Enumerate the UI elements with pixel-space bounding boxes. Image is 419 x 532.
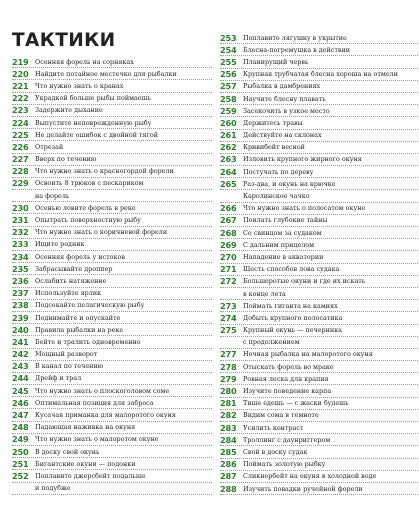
entry-title: Усилить контраст: [243, 423, 304, 432]
entry-title: Действуйте на склонах: [243, 131, 322, 140]
entry-number: 257: [220, 81, 237, 92]
entry-title: Вверх по течению: [35, 155, 97, 164]
entry-number: 246: [12, 397, 29, 408]
entry-title: Свой в доску судак: [243, 447, 308, 456]
toc-entry[interactable]: [220, 349, 418, 361]
entry-number: 244: [12, 373, 29, 384]
entry-number: 288: [220, 483, 237, 494]
toc-entry[interactable]: [220, 215, 418, 227]
entry-title: на форель: [35, 191, 70, 200]
toc-entry[interactable]: [220, 325, 418, 337]
entry-title: Засекочить в узкое место: [243, 106, 330, 115]
toc-entry[interactable]: [220, 69, 418, 81]
entry-title: Ищите родник: [35, 240, 85, 249]
entry-number: 256: [220, 69, 237, 80]
toc-entry[interactable]: [220, 459, 418, 471]
toc-entry[interactable]: [12, 178, 212, 190]
toc-entry[interactable]: [12, 385, 212, 397]
toc-entry[interactable]: [220, 44, 418, 56]
toc-entry[interactable]: [12, 117, 212, 129]
entry-title: и подубже: [35, 484, 71, 493]
entry-title: Что нужно знать о кранах: [35, 81, 124, 90]
toc-left-column: [12, 56, 212, 495]
entry-number: 273: [220, 300, 237, 311]
entry-number: 242: [12, 349, 29, 360]
entry-number: 241: [12, 336, 29, 347]
entry-number: 266: [220, 203, 237, 214]
entry-number: 250: [12, 446, 29, 457]
toc-entry[interactable]: [220, 398, 418, 410]
entry-title: Поплавите джерсбейт подальше: [35, 471, 146, 480]
toc-entry[interactable]: [12, 227, 212, 239]
entry-title: Мощный разворот: [35, 350, 98, 359]
toc-entry[interactable]: [220, 385, 418, 397]
entry-number: 222: [12, 93, 29, 104]
entry-title: Каролинское чачко: [243, 192, 310, 201]
toc-entry[interactable]: [12, 300, 212, 312]
entry-number: 249: [12, 434, 29, 445]
toc-entry[interactable]: [12, 483, 212, 495]
entry-number: 227: [12, 154, 29, 165]
entry-number: 221: [12, 80, 29, 91]
toc-entry[interactable]: [12, 324, 212, 336]
entry-number: 284: [220, 434, 237, 445]
entry-title: Блесна-погремушка в действии: [243, 45, 351, 54]
toc-entry[interactable]: [220, 32, 418, 44]
entry-title: Крупная трубчатая блесна хороша на отмели: [243, 70, 398, 79]
entry-title: Отыскать форель во мраке: [243, 362, 334, 371]
entry-title: Тише едешь — с жаски будешь: [243, 399, 349, 408]
entry-title: Поднимайте и опускайте: [35, 313, 121, 322]
entry-number: 258: [220, 93, 237, 104]
toc-entry[interactable]: [12, 373, 212, 385]
entry-number: 248: [12, 422, 29, 433]
entry-number: 243: [12, 361, 29, 372]
toc-right-column: [220, 32, 418, 495]
entry-number: 261: [220, 130, 237, 141]
toc-entry[interactable]: [12, 93, 212, 105]
entry-number: 247: [12, 410, 29, 421]
entry-title: Не делайте ошибок с двойной тягой: [35, 130, 159, 139]
toc-entry[interactable]: [12, 312, 212, 324]
entry-number: 234: [12, 251, 29, 262]
entry-number: 219: [12, 56, 29, 67]
entry-title: Используйте ярлик: [35, 289, 102, 298]
entry-title: В канал по течению: [35, 362, 104, 371]
entry-title: Научите блесну плавать: [243, 94, 326, 103]
entry-title: Осенью ловите форель в реке: [35, 203, 136, 212]
toc-entry[interactable]: [12, 239, 212, 251]
toc-entry[interactable]: [220, 251, 418, 263]
entry-number: 253: [220, 32, 237, 43]
toc-entry[interactable]: [12, 202, 212, 214]
entry-number: 233: [12, 239, 29, 250]
toc-entry[interactable]: [220, 276, 418, 288]
entry-title: Большеротые окуни и где их искать: [243, 277, 366, 286]
entry-number: 231: [12, 215, 29, 226]
entry-title: Задержите дыхание: [35, 106, 103, 115]
toc-entry[interactable]: [220, 434, 418, 446]
toc-entry[interactable]: [220, 446, 418, 458]
entry-number: 237: [12, 288, 29, 299]
toc-entry[interactable]: [220, 312, 418, 324]
entry-number: 228: [12, 166, 29, 177]
entry-number: 279: [220, 373, 237, 384]
entry-number: 245: [12, 385, 29, 396]
entry-title: Освоить 8 трюков с пескариком: [35, 179, 144, 188]
entry-number: 239: [12, 312, 29, 323]
entry-title: Изловить крупного жирного окуня: [243, 155, 362, 164]
entry-title: Изучите поведение карпа: [243, 387, 332, 396]
toc-entry[interactable]: [12, 263, 212, 275]
entry-number: 223: [12, 105, 29, 116]
entry-title: Выпустите неповрежденную рыбу: [35, 118, 152, 127]
entry-title: Поймать гиганта на камнях: [243, 301, 338, 310]
entry-title: Что нужно знать о плоскоголовом соме: [35, 386, 170, 395]
entry-title: В доску свой окунь: [35, 447, 100, 456]
toc-entry[interactable]: [220, 483, 418, 495]
toc-entry[interactable]: [12, 288, 212, 300]
toc-entry[interactable]: [220, 117, 418, 129]
entry-number: 278: [220, 361, 237, 372]
entry-title: Добыть крупного полосатика: [243, 313, 343, 322]
entry-number: 270: [220, 251, 237, 262]
toc-entry[interactable]: [12, 251, 212, 263]
entry-number: 220: [12, 68, 29, 79]
entry-title: Рыбалка в дамбрениях: [243, 82, 321, 91]
entry-number: 254: [220, 44, 237, 55]
entry-title: Подсекайте пелагическую рыбу: [35, 301, 145, 310]
entry-title: Что нужно знать о красногордой форели: [35, 167, 174, 176]
entry-number: 251: [12, 458, 29, 469]
toc-entry[interactable]: [12, 190, 212, 202]
entry-number: 282: [220, 410, 237, 421]
entry-title: Изучить повадки ручейной форели: [243, 484, 363, 493]
entry-number: 281: [220, 398, 237, 409]
toc-entry[interactable]: [12, 56, 212, 68]
entry-title: Ровная леска для крапия: [243, 374, 329, 383]
entry-number: 259: [220, 105, 237, 116]
entry-title: Дрейф и трал: [35, 374, 82, 383]
entry-number: 286: [220, 459, 237, 470]
entry-number: 268: [220, 227, 237, 238]
entry-title: Со свинцом за судаком: [243, 228, 322, 237]
toc-entry[interactable]: [12, 336, 212, 348]
toc-entry[interactable]: [12, 446, 212, 458]
entry-number: 267: [220, 215, 237, 226]
toc-entry[interactable]: [12, 422, 212, 434]
entry-title: Правила рыбалки на реке: [35, 325, 124, 334]
entry-number: 275: [220, 325, 237, 336]
toc-entry[interactable]: [12, 397, 212, 409]
toc-entry[interactable]: [12, 154, 212, 166]
toc-entry[interactable]: [220, 422, 418, 434]
entry-title: Держитесь травы: [243, 118, 303, 127]
toc-entry[interactable]: [12, 214, 212, 226]
toc-entry[interactable]: [220, 130, 418, 142]
toc-entry[interactable]: [220, 178, 418, 190]
entry-title: Падающая наживка на окуня: [35, 423, 136, 432]
toc-entry[interactable]: [220, 56, 418, 68]
toc-entry[interactable]: [220, 142, 418, 154]
toc-entry[interactable]: [220, 227, 418, 239]
entry-number: 265: [220, 178, 237, 189]
toc-entry[interactable]: [12, 458, 212, 470]
entry-title: Украдкой больше рыбы поймаешь: [35, 94, 152, 103]
toc-entry[interactable]: [220, 361, 418, 373]
toc-entry[interactable]: [220, 93, 418, 105]
page-title: ТАКТИКИ: [12, 30, 116, 51]
toc-entry[interactable]: [12, 68, 212, 80]
toc-entry[interactable]: [220, 81, 418, 93]
toc-entry[interactable]: [220, 154, 418, 166]
entry-number: 263: [220, 154, 237, 165]
toc-entry[interactable]: [12, 275, 212, 287]
entry-title: Что нужно знать о малоротом окуне: [35, 435, 159, 444]
entry-number: 277: [220, 349, 237, 360]
entry-number: 260: [220, 117, 237, 128]
entry-number: 229: [12, 178, 29, 189]
entry-title: Опытрать поверхностную рыбу: [35, 216, 141, 225]
entry-number: 225: [12, 129, 29, 140]
entry-title: Шесть способов лова судака: [243, 265, 340, 274]
entry-title: Планирущий червь: [243, 57, 309, 66]
entry-title: Осенняя форель на сорняках: [35, 57, 134, 66]
toc-entry[interactable]: [12, 361, 212, 373]
entry-title: Бейте и тралить одновременно: [35, 337, 141, 346]
toc-entry[interactable]: [220, 203, 418, 215]
entry-title: Забрасывайте дроппер: [35, 264, 113, 273]
entry-number: 285: [220, 446, 237, 457]
toc-entry[interactable]: [12, 80, 212, 92]
entry-number: 274: [220, 312, 237, 323]
entry-title: Поплавите лягушку в укрытие: [243, 33, 347, 42]
entry-title: в конце лета: [243, 289, 286, 298]
entry-number: 235: [12, 263, 29, 274]
entry-number: 287: [220, 471, 237, 482]
toc-entry[interactable]: [220, 239, 418, 251]
entry-number: 232: [12, 227, 29, 238]
toc-entry[interactable]: [220, 190, 418, 202]
entry-number: 269: [220, 239, 237, 250]
entry-title: Бигантские окуни — подонки: [35, 459, 136, 468]
entry-title: Ночная рыбалка на малоротого окуня: [243, 350, 373, 359]
entry-title: Нападение в акватории: [243, 252, 324, 261]
entry-title: Ослабить натяжение: [35, 276, 107, 285]
entry-title: с продолжением: [243, 338, 300, 347]
entry-title: Поилать глубокие тайны: [243, 216, 328, 225]
entry-title: Что нужно знать о коричневой форели: [35, 228, 168, 237]
entry-number: 272: [220, 276, 237, 287]
entry-number: 280: [220, 386, 237, 397]
entry-title: С дальним прицелом: [243, 240, 315, 249]
entry-number: 224: [12, 117, 29, 128]
entry-number: 262: [220, 142, 237, 153]
entry-number: 226: [12, 141, 29, 152]
toc-entry[interactable]: [12, 349, 212, 361]
toc-entry[interactable]: [12, 434, 212, 446]
entry-number: 283: [220, 422, 237, 433]
toc-entry[interactable]: [12, 166, 212, 178]
toc-entry[interactable]: [220, 105, 418, 117]
toc-entry[interactable]: [220, 288, 418, 300]
toc-entry[interactable]: [12, 470, 212, 482]
entry-title: Осенняя форель у истоков: [35, 252, 125, 261]
entry-title: Кривибейт весной: [243, 143, 305, 152]
entry-title: Сликнербейт на окуня в холодной воде: [243, 472, 377, 481]
entry-number: 255: [220, 56, 237, 67]
entry-title: Отрезай: [35, 142, 64, 151]
entry-number: 240: [12, 324, 29, 335]
entry-number: 236: [12, 275, 29, 286]
toc-entry[interactable]: [220, 337, 418, 349]
entry-title: Постучать по дереву: [243, 167, 314, 176]
entry-title: Найдите потайное местечко для рыбалки: [35, 69, 177, 78]
entry-number: 252: [12, 470, 29, 481]
entry-title: Раз-два, и окунь на крючке: [243, 179, 336, 188]
toc-entry[interactable]: [220, 410, 418, 422]
toc-entry[interactable]: [220, 373, 418, 385]
entry-title: Оптимальная позиция для заброса: [35, 398, 154, 407]
toc-entry[interactable]: [12, 129, 212, 141]
entry-title: Крупный окунь — печеринка: [243, 326, 342, 335]
entry-title: Поймать золотую рыбку: [243, 460, 326, 469]
toc-entry[interactable]: [220, 166, 418, 178]
entry-number: 264: [220, 166, 237, 177]
toc-entry[interactable]: [220, 264, 418, 276]
toc-entry[interactable]: [12, 409, 212, 421]
entry-number: 238: [12, 300, 29, 311]
toc-entry[interactable]: [220, 300, 418, 312]
toc-entry[interactable]: [220, 471, 418, 483]
entry-title: Троллинг с даунриггером: [243, 435, 331, 444]
entry-number: 230: [12, 202, 29, 213]
entry-number: 271: [220, 264, 237, 275]
entry-title: Что нужно знать о полосатом окуне: [243, 204, 366, 213]
toc-entry[interactable]: [12, 105, 212, 117]
entry-title: Кусачая приманка для малоротого окуня: [35, 411, 176, 420]
toc-entry[interactable]: [12, 141, 212, 153]
entry-title: Видим сома в темноте: [243, 411, 319, 420]
